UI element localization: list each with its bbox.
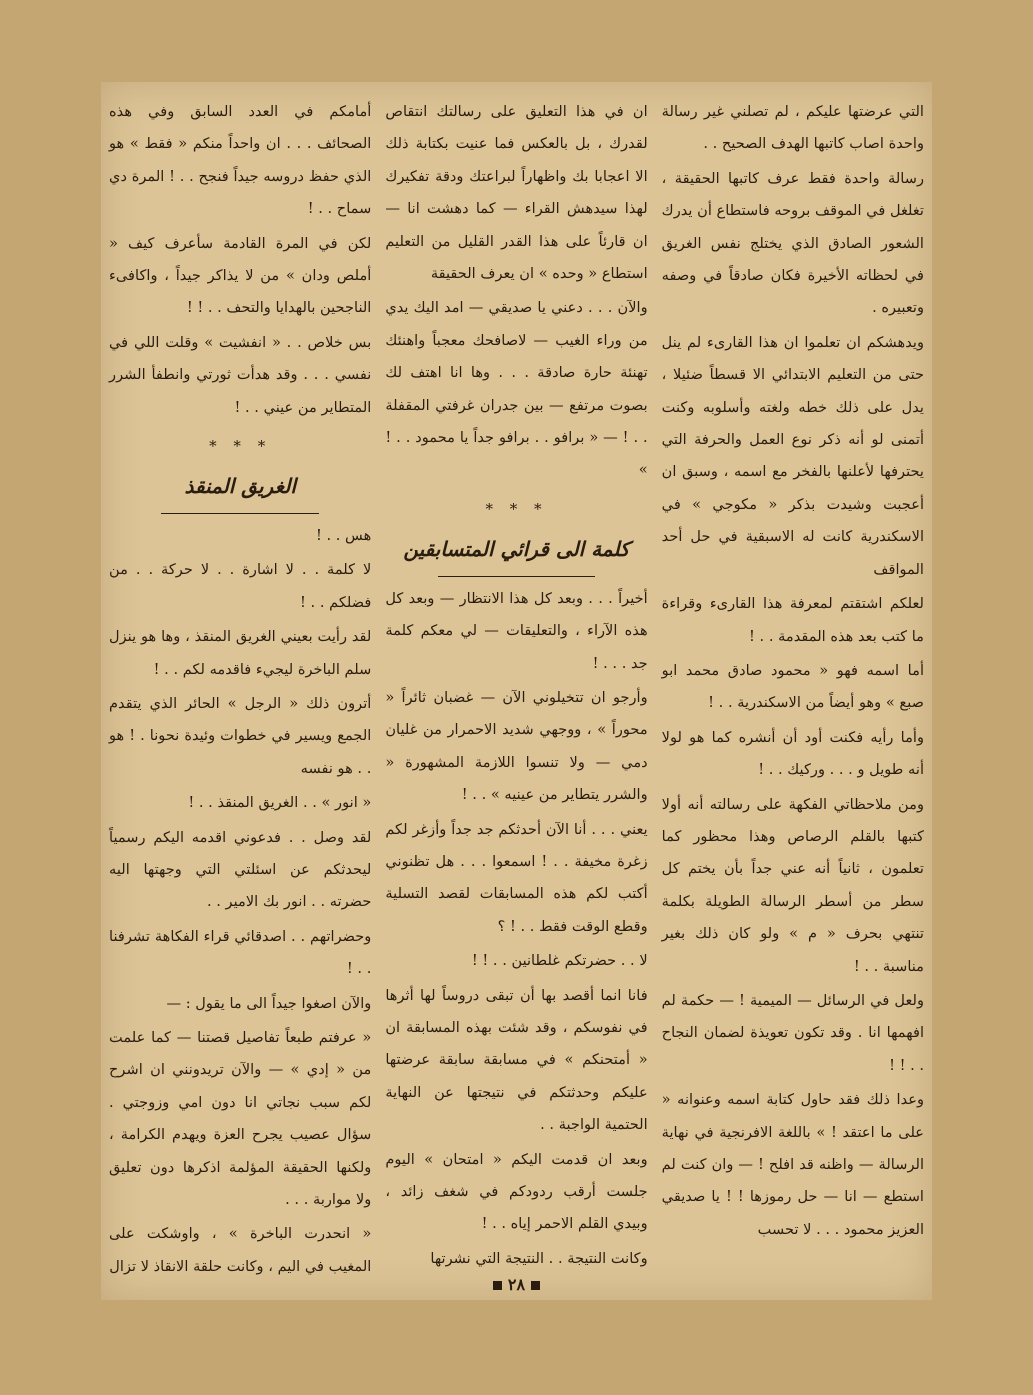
left-column-paragraph: هس . . !	[315, 526, 372, 544]
middle-column-paragraph: وكانت النتيجة . . النتيجة التي نشرتها	[430, 1249, 648, 1267]
right-column-paragraph: وأما رأيه فكنت أود أن أنشره كما هو لولا أنه طويل و . . . وركيك . . !	[661, 728, 924, 779]
left-column-paragraph: والآن اصغوا جيداً الى ما يقول : —	[166, 994, 372, 1012]
left-column-paragraph: أمامكم في العدد السابق وفي هذه الصحائف . . . ان واحداً منكم « فقط » هو الذي حفظ دروسه جيداً فنجح . . ! المرة دي سماح . . !	[109, 103, 372, 218]
left-column-paragraph: وحضراتهم . . اصدقائي قراء الفكاهة تشرفنا . . !	[109, 927, 372, 978]
column-middle	[385, 96, 648, 1267]
column-right	[662, 96, 924, 1256]
left-column-paragraph: أترون ذلك « الرجل » الحائر الذي يتقدم الجمع ويسير في خطوات وئيدة نحونا . ! هو . . هو نفسه	[109, 694, 372, 777]
right-column-paragraph: وعدا ذلك فقد حاول كتابة اسمه وعنوانه « على ما اعتقد ! » باللغة الافرنجية في نهاية الرسالة — واظنه قد افلح ! — وان كنت لم استطع — انا — حل رموزها ! ! يا صديقي العزيز محمود . . . لا تحسب	[661, 1091, 924, 1238]
magazine-page	[101, 82, 932, 1300]
right-column-paragraph: ولعل في الرسائل — الميمية ! — حكمة لم افهمها انا . وقد تكون تعويذة لضمان النجاح . . ! !	[661, 991, 924, 1074]
right-column-paragraph: التي عرضتها عليكم ، لم تصلني غير رسالة واحدة اصاب كاتبها الهدف الصحيح . .	[661, 103, 924, 153]
right-column-paragraph: أما اسمه فهو « محمود صادق محمد ابو صبع » وهو أيضاً من الاسكندرية . . !	[661, 661, 924, 712]
article-heading: كلمة الى قرائي المتسابقين	[403, 537, 630, 562]
section-divider-stars: * * *	[209, 437, 272, 456]
right-column-paragraph: ويدهشكم ان تعلموا ان هذا القارىء لم ينل حتى من التعليم الابتدائي الا قسطاً ضئيلا ، يدل على ذلك خطه ولغته وأسلوبه وكنت أتمنى لو أنه ذكر نوع العمل والحرفة التي يحترفها لأعلنها بالفخر مع اسمه ، وسبق ان أعجبت وشيدت بذكر « مكوجي » في الاسكندرية كانت له الاسبقية في حل أحد المواقف	[661, 333, 924, 578]
left-column-paragraph: « عرفتم طبعاً تفاصيل قصتنا — كما علمت من « إدي » — والآن تريدونني ان اشرح لكم سبب نجاتي انا دون امي وزوجتي . سؤال عصيب يجرح العزة ويهدم الكرامة ، ولكنها الحقيقة المؤلمة اذكرها دون تعليق ولا مواربة . . .	[109, 1028, 372, 1208]
square-ornament-icon	[493, 1281, 502, 1290]
middle-column-paragraph: والآن . . . دعني يا صديقي — امد اليك يدي من وراء الغيب — لاصافحك معجباً واهنئك تهنئة حارة صادقة . . . وها انا اهتف لك بصوت مرتفع — بين جدران غرفتي المقفلة . . ! — « برافو . . برافو جداً يا محمود . . ! »	[385, 299, 648, 479]
article-heading: الغريق المنقذ	[184, 474, 296, 499]
right-column-paragraph: رسالة واحدة فقط عرف كاتبها الحقيقة ، تغلغل في الموقف بروحه فاستطاع أن يدرك الشعور الصادق الذي يختلج نفس الغريق في لحظاته الأخيرة فكان صادقاً في وصفه وتعبيره .	[661, 169, 924, 317]
middle-column-paragraph: وبعد ان قدمت اليكم « امتحان » اليوم جلست أرقب ردودكم في شغف زائد ، وبيدي القلم الاحمر إياه . . !	[385, 1150, 648, 1233]
right-column-paragraph: ومن ملاحظاتي الفكهة على رسالته أنه أولا كتبها بالقلم الرصاص وهذا محظور كما تعلمون ، ثانياً أنه عني جداً بأن يختم كل سطر من أسطر الرسالة الطويلة بكلمة تنتهي بحرف « م » ولو كان ذلك بغير مناسبة . . !	[661, 795, 924, 975]
middle-column-paragraph: وأرجو ان تتخيلوني الآن — غضبان ثائراً « محوراً » ، ووجهي شديد الاحمرار من غليان دمي — ولا تنسوا اللازمة المشهورة « والشرر يتطاير من عينيه » . . !	[385, 688, 648, 804]
column-left	[109, 96, 372, 1275]
page-footer	[101, 1275, 932, 1294]
left-column-paragraph: لقد رأيت بعيني الغريق المنقذ ، وها هو ينزل سلم الباخرة ليجيء فاقدمه لكم . . !	[109, 628, 372, 678]
left-column-paragraph: « انحدرت الباخرة » ، واوشكت على المغيب في اليم ، وكانت حلقة الانقاذ لا تزال	[109, 1225, 372, 1275]
heading-underline	[438, 576, 595, 577]
heading-underline	[161, 513, 318, 514]
columns-container	[109, 96, 924, 1275]
left-column-paragraph: لقد وصل . . فدعوني اقدمه اليكم رسمياً ليحدثكم عن اسئلتي التي وجهتها اليه حضرته . . انور بك الامير . .	[109, 828, 372, 911]
page-number: ٢٨	[507, 1275, 526, 1294]
left-column-paragraph: « انور » . . الغريق المنقذ . . !	[188, 794, 372, 812]
right-column-paragraph: لعلكم اشتقتم لمعرفة هذا القارىء وقراءة ما كتب بعد هذه المقدمة . . !	[661, 595, 924, 645]
middle-column-paragraph: أخيراً . . . وبعد كل هذا الانتظار — وبعد كل هذه الآراء ، والتعليقات — لي معكم كلمة جد . . . !	[385, 589, 648, 672]
section-divider-stars: * * *	[485, 499, 548, 518]
middle-column-paragraph: يعني . . . أنا الآن أحدثكم جد جداً وأزغر لكم زغرة مخيفة . . ! اسمعوا . . . هل تظنوني أكتب لكم هذه المسابقات لقصد التسلية وقطع الوقت فقط . . ! ؟	[385, 820, 648, 935]
left-column-paragraph: لكن في المرة القادمة سأعرف كيف « أملص ودان » من لا يذاكر جيداً ، واكافىء الناجحين بالهدايا والتحف . . ! !	[109, 234, 372, 317]
square-ornament-icon	[531, 1281, 540, 1290]
left-column-paragraph: لا كلمة . . لا اشارة . . لا حركة . . من فضلكم . . !	[109, 561, 372, 611]
middle-column-paragraph: لا . . حضرتكم غلطانين . . ! !	[471, 952, 648, 970]
left-column-paragraph: بس خلاص . . « انفشيت » وقلت اللي في نفسي . . . وقد هدأت ثورتي وانطفأ الشرر المتطاير من عيني . . !	[109, 333, 372, 416]
middle-column-paragraph: ان في هذا التعليق على رسالتك انتقاص لقدرك ، بل بالعكس فما عنيت بكتابة ذلك الا اعجابا بك واظهاراً لبراعتك ودقة تفكيرك لهذا سيدهش القراء — كما دهشت انا — ان قارئاً على هذا القدر القليل من التعليم استطاع « وحده » ان يعرف الحقيقة	[385, 103, 648, 283]
middle-column-paragraph: فانا انما أقصد بها أن تبقى دروساً لها أثرها في نفوسكم ، وقد شئت بهذه المسابقة ان « أمتحنكم » في مسابقة سابقة عرضتها عليكم وحدثتكم في نتيجتها عن النهاية الحتمية الواجبة . .	[385, 986, 648, 1134]
